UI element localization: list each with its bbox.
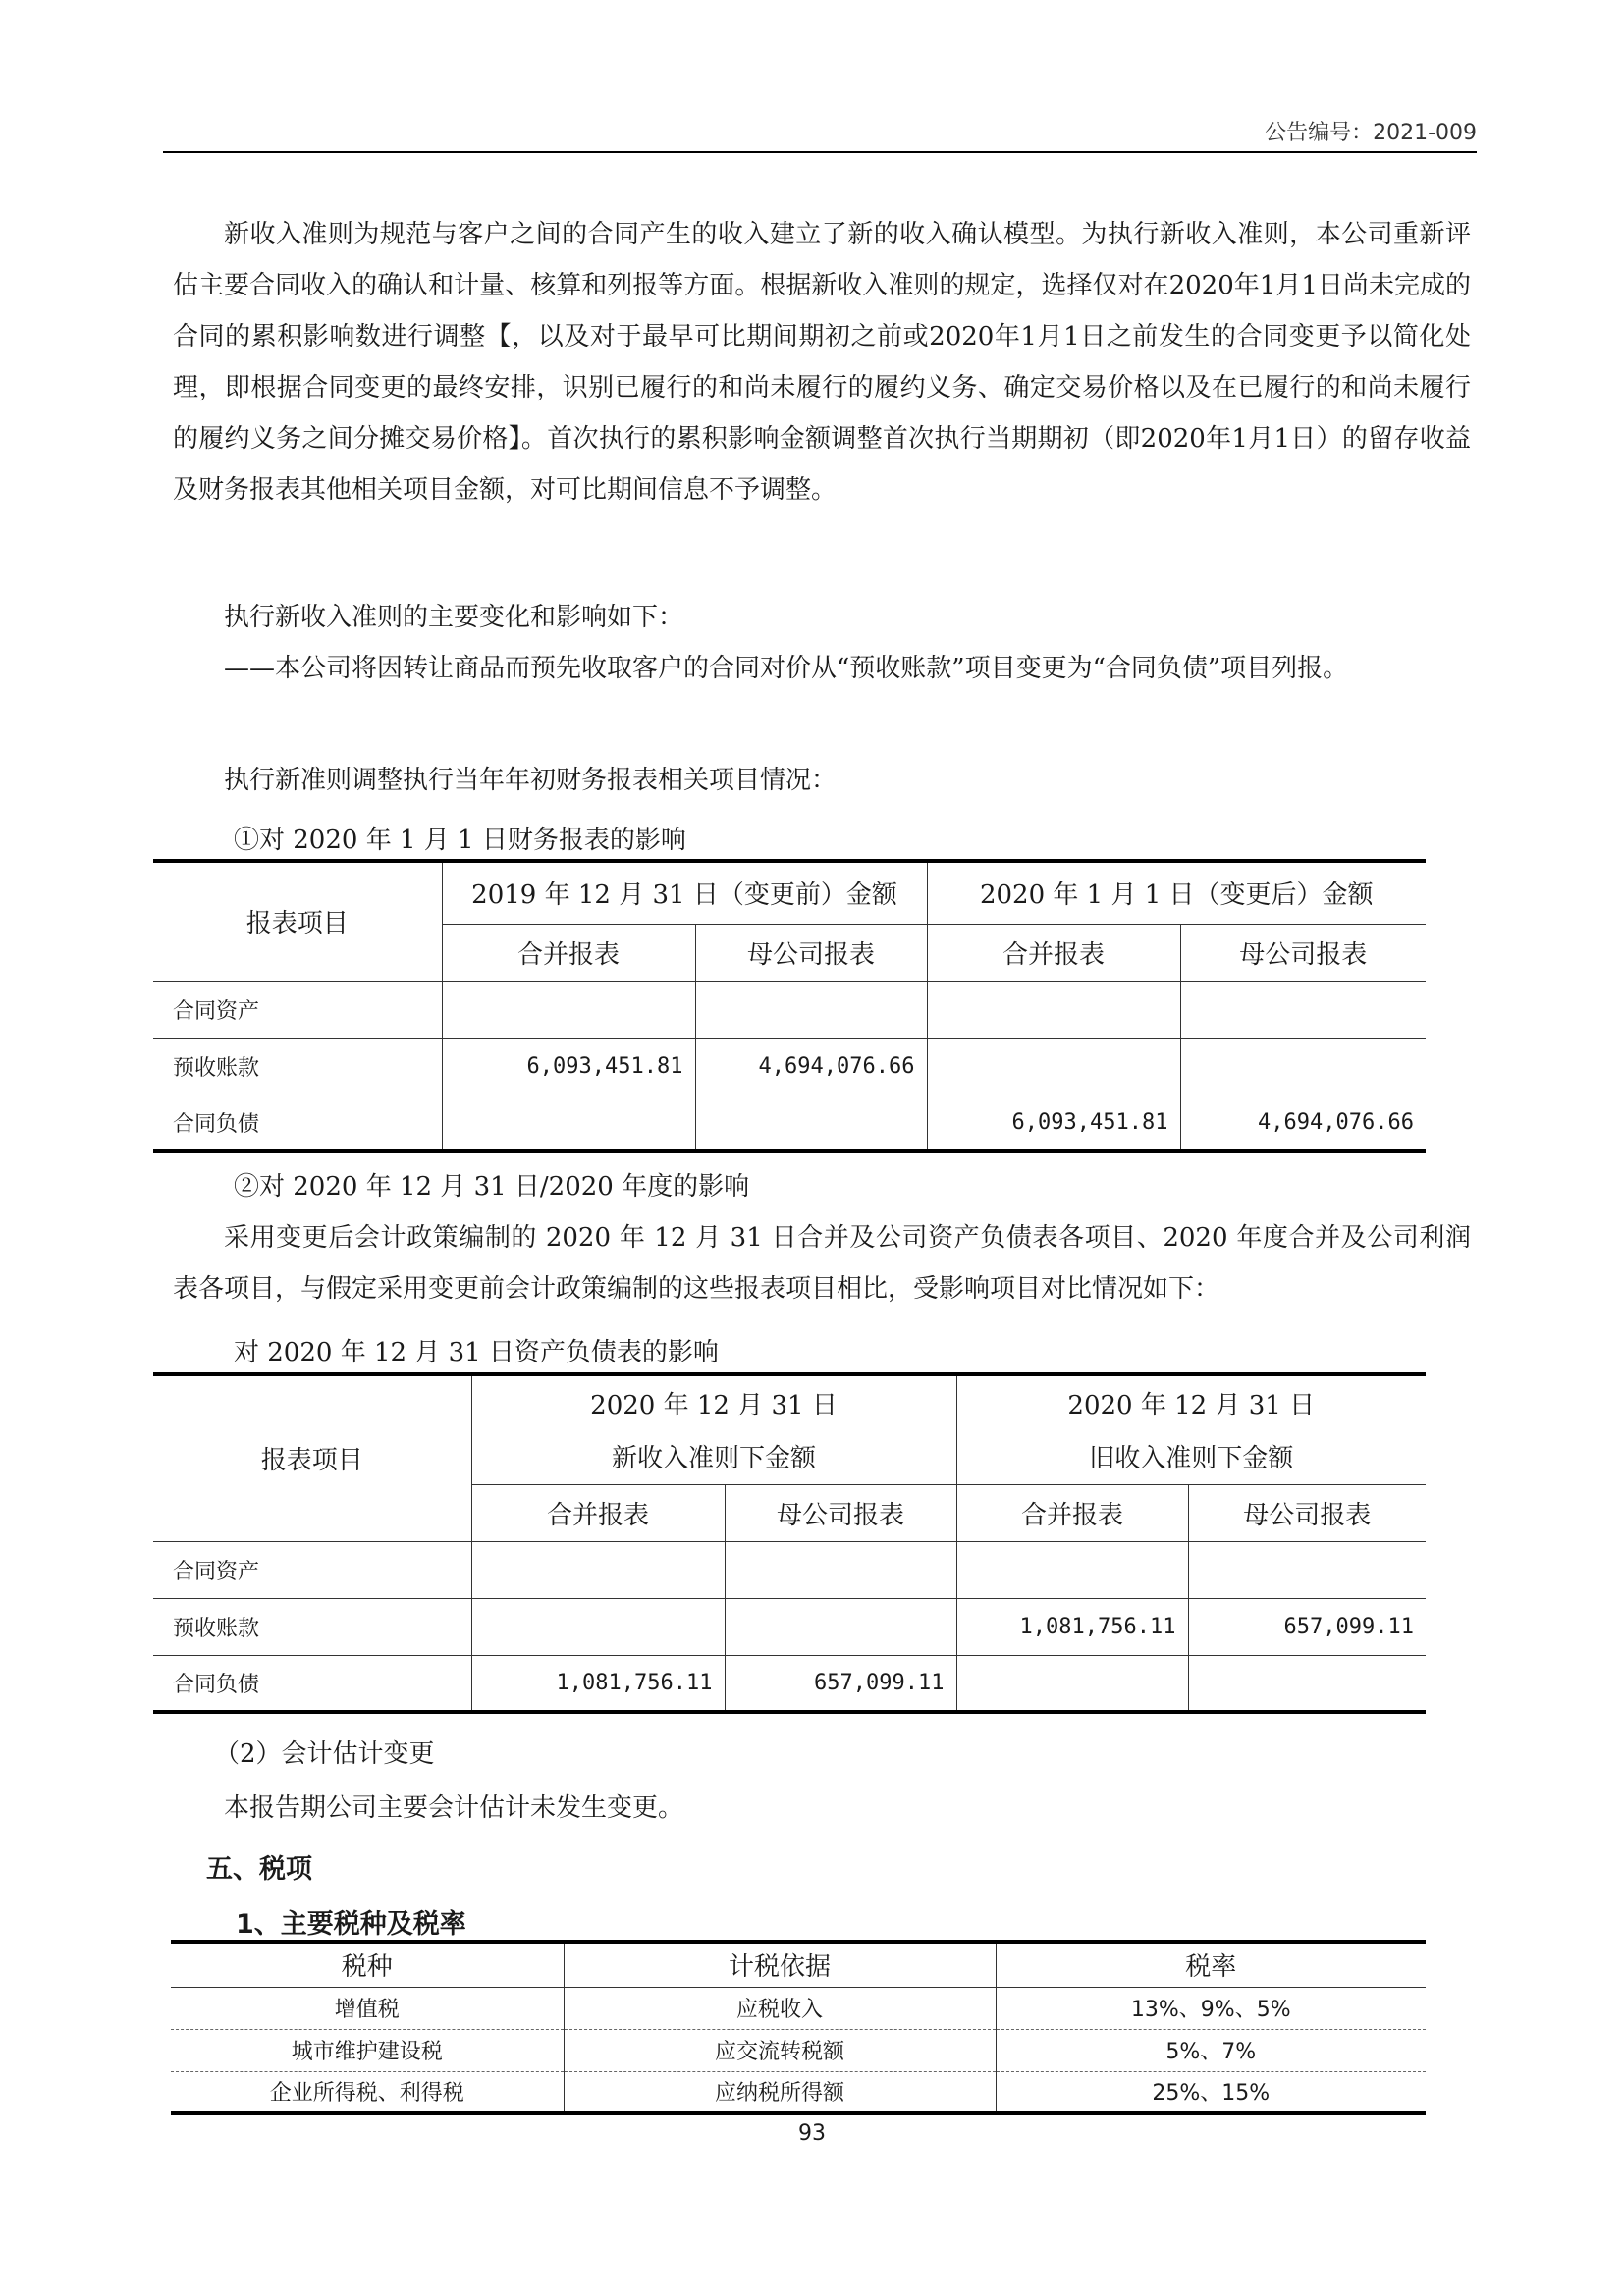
cell-value xyxy=(1188,1541,1426,1598)
cell-value xyxy=(1180,1038,1426,1095)
col-group-new-label: 新收入准则下金额 xyxy=(471,1429,956,1484)
cell-value: 6,093,451.81 xyxy=(442,1038,695,1095)
announcement-number: 公告编号：2021-009 xyxy=(1265,121,1477,145)
impact-table-2020-12-31 xyxy=(153,1372,1426,1714)
cell-value xyxy=(695,981,927,1038)
col-group-new-date: 2020 年 12 月 31 日 xyxy=(471,1374,956,1429)
row-label: 合同负债 xyxy=(153,1655,471,1712)
cell-value: 4,694,076.66 xyxy=(695,1038,927,1095)
sub-header-consolidated: 合并报表 xyxy=(956,1484,1188,1541)
sub-header-consolidated: 合并报表 xyxy=(442,924,695,981)
tax-type: 城市维护建设税 xyxy=(171,2029,564,2071)
tax-basis: 应税收入 xyxy=(564,1987,996,2029)
table-row xyxy=(171,2071,1426,2113)
tax-rate: 25%、15% xyxy=(996,2071,1426,2113)
cell-value xyxy=(1188,1655,1426,1712)
col-header-tax-type: 税种 xyxy=(171,1942,564,1987)
table-row xyxy=(153,1095,1426,1151)
table-row xyxy=(153,1541,1426,1598)
page-number: 93 xyxy=(798,2121,826,2146)
section2-paragraph: 采用变更后会计政策编制的 2020 年 12 月 31 日合并及公司资产负债表各项目、2020 年度合并及公司利润表各项目，与假定采用变更前会计政策编制的这些报表项目相比，受影响项目对比情况如下： xyxy=(173,1223,1471,1304)
intro-paragraph: 新收入准则为规范与客户之间的合同产生的收入建立了新的收入确认模型。为执行新收入准则，本公司重新评估主要合同收入的确认和计量、核算和列报等方面。根据新收入准则的规定，选择仅对在2020年1月1日尚未完成的合同的累积影响数进行调整【，以及对于最早可比期间期初之前或2020年1月1日之前发生的合同变更予以简化处理，即根据合同变更的最终安排，识别已履行的和尚未履行的履约义务、确定交易价格以及在已履行的和尚未履行的履约义务之间分摊交易价格】。首次执行的累积影响金额调整首次执行当期期初（即2020年1月1日）的留存收益及财务报表其他相关项目金额，对可比期间信息不予调整。 xyxy=(173,220,1471,505)
row-label: 预收账款 xyxy=(153,1598,471,1655)
tax-rate: 13%、9%、5% xyxy=(996,1987,1426,2029)
cell-value xyxy=(695,1095,927,1151)
cell-value xyxy=(725,1541,956,1598)
sub-header-consolidated: 合并报表 xyxy=(927,924,1180,981)
cell-value xyxy=(725,1598,956,1655)
cell-value: 657,099.11 xyxy=(725,1655,956,1712)
col-header-item: 报表项目 xyxy=(153,861,442,981)
header-divider xyxy=(163,151,1477,153)
estimates-title: （2）会计估计变更 xyxy=(214,1739,435,1769)
estimates-text: 本报告期公司主要会计估计未发生变更。 xyxy=(224,1793,684,1823)
cell-value xyxy=(442,981,695,1038)
sub-header-parent: 母公司报表 xyxy=(695,924,927,981)
cell-value xyxy=(927,981,1180,1038)
cell-value xyxy=(471,1598,725,1655)
cell-value xyxy=(442,1095,695,1151)
table-row xyxy=(171,1987,1426,2029)
row-label: 合同负债 xyxy=(153,1095,442,1151)
table-row xyxy=(171,2029,1426,2071)
tax-type: 企业所得税、利得税 xyxy=(171,2071,564,2113)
col-header-tax-basis: 计税依据 xyxy=(564,1942,996,1987)
cell-value xyxy=(956,1541,1188,1598)
tax-type: 增值税 xyxy=(171,1987,564,2029)
table-row xyxy=(153,981,1426,1038)
row-label: 合同资产 xyxy=(153,981,442,1038)
cell-value xyxy=(1180,981,1426,1038)
row-label: 合同资产 xyxy=(153,1541,471,1598)
col-group-old-date: 2020 年 12 月 31 日 xyxy=(956,1374,1426,1429)
col-group-before: 2019 年 12 月 31 日（变更前）金额 xyxy=(442,861,927,924)
table-row xyxy=(153,1598,1426,1655)
cell-value xyxy=(956,1655,1188,1712)
section-title-tax: 五、税项 xyxy=(206,1854,312,1885)
adjustment-intro: 执行新准则调整执行当年年初财务报表相关项目情况： xyxy=(224,766,838,795)
table-row xyxy=(153,1655,1426,1712)
tax-basis: 应交流转税额 xyxy=(564,2029,996,2071)
sub-header-parent: 母公司报表 xyxy=(1188,1484,1426,1541)
cell-value: 6,093,451.81 xyxy=(927,1095,1180,1151)
cell-value: 1,081,756.11 xyxy=(956,1598,1188,1655)
tax-basis: 应纳税所得额 xyxy=(564,2071,996,2113)
col-group-old-label: 旧收入准则下金额 xyxy=(956,1429,1426,1484)
sub-header-consolidated: 合并报表 xyxy=(471,1484,725,1541)
cell-value: 657,099.11 xyxy=(1188,1598,1426,1655)
col-header-tax-rate: 税率 xyxy=(996,1942,1426,1987)
table2-caption: 对 2020 年 12 月 31 日资产负债表的影响 xyxy=(234,1338,719,1367)
tax-rate: 5%、7% xyxy=(996,2029,1426,2071)
sub-header-parent: 母公司报表 xyxy=(1180,924,1426,981)
subsection-title-tax-rates: 1、主要税种及税率 xyxy=(236,1909,466,1940)
table-row xyxy=(153,1038,1426,1095)
tax-rate-table xyxy=(171,1940,1426,2115)
cell-value xyxy=(471,1541,725,1598)
cell-value xyxy=(927,1038,1180,1095)
changes-intro: 执行新收入准则的主要变化和影响如下： xyxy=(224,603,684,632)
change-item: ——本公司将因转让商品而预先收取客户的合同对价从“预收账款”项目变更为“合同负债”项目列报。 xyxy=(224,654,1349,683)
cell-value: 4,694,076.66 xyxy=(1180,1095,1426,1151)
sub-header-parent: 母公司报表 xyxy=(725,1484,956,1541)
col-group-after: 2020 年 1 月 1 日（变更后）金额 xyxy=(927,861,1426,924)
cell-value: 1,081,756.11 xyxy=(471,1655,725,1712)
col-header-item: 报表项目 xyxy=(153,1374,471,1541)
table1-caption: ①对 2020 年 1 月 1 日财务报表的影响 xyxy=(234,826,686,855)
row-label: 预收账款 xyxy=(153,1038,442,1095)
section2-title: ②对 2020 年 12 月 31 日/2020 年度的影响 xyxy=(234,1172,750,1201)
impact-table-2020-01-01 xyxy=(153,859,1426,1153)
